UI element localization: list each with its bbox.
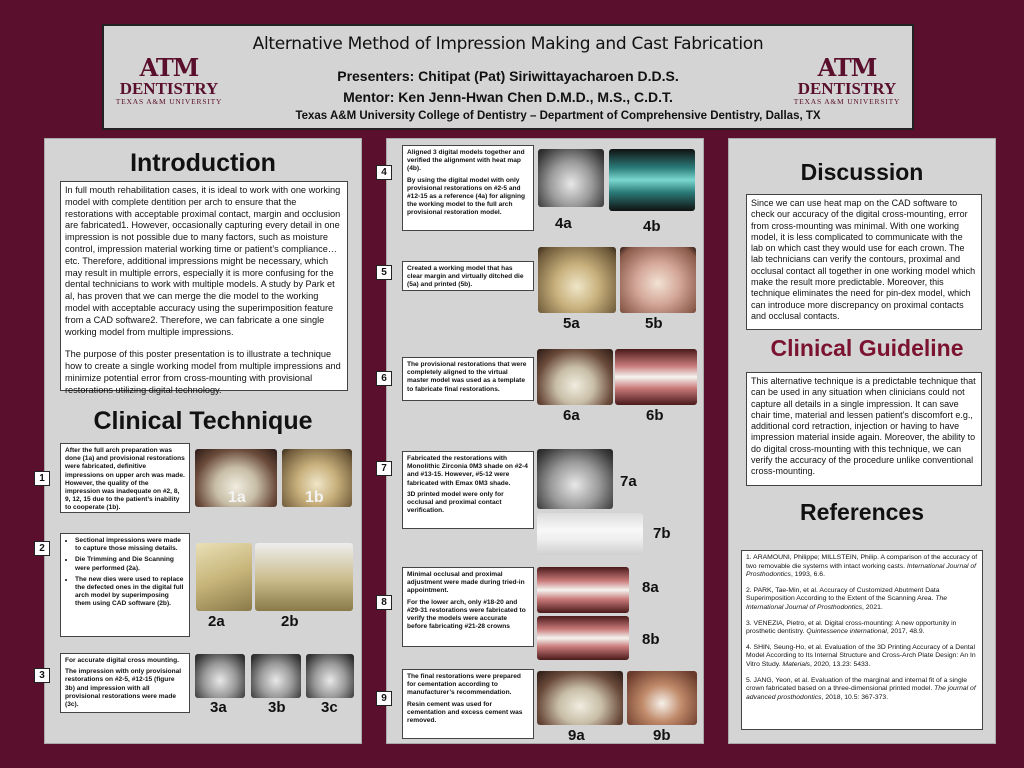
logo-university: TEXAS A&M UNIVERSITY <box>793 97 901 106</box>
left-panel <box>39 138 362 744</box>
logo-university: TEXAS A&M UNIVERSITY <box>115 97 223 106</box>
photo-label: 3c <box>321 699 338 716</box>
photo-8b <box>537 616 629 660</box>
clinical-guideline-heading: Clinical Guideline <box>770 335 964 361</box>
photo-label: 2a <box>208 613 225 630</box>
step-number: 1 <box>34 471 50 486</box>
introduction-paragraph-2: The purpose of this poster presentation is to illustrate a technique how to create a single working model from multiple impressions and minimize potential error from cross-mounting with provisional restorations utilizing digital technology. <box>65 349 341 395</box>
step-4-text-1: Aligned 3 digital models together and verified the alignment with heat map (4b). <box>407 149 525 173</box>
clinical-technique-heading: Clinical Technique <box>93 407 313 435</box>
step-3-text-1: For accurate digital cross mounting. <box>65 657 179 664</box>
photo-2a <box>196 543 252 611</box>
photo-3b <box>251 654 301 698</box>
photo-9b <box>627 671 697 725</box>
step-2-text <box>60 533 190 637</box>
photo-9a <box>537 671 623 725</box>
photo-7b <box>537 513 643 555</box>
photo-label: 6b <box>646 407 664 424</box>
step-7-text-2: 3D printed model were only for occlusal and proximal contact verification. <box>407 490 504 515</box>
photo-8a <box>537 567 629 613</box>
photo-label: 4b <box>643 218 661 235</box>
reference-item: 2. PARK, Tae-Min, et al. Accuracy of Customized Abutment Data Superimposition According to the Extent of the Scanning Area. The International Journal of Prosthodontics, 2021. <box>746 586 948 611</box>
right-panel <box>728 138 996 744</box>
reference-item: 5. JANG, Yeon, et al. Evaluation of the marginal and internal fit of a single crown fabricated based on a three-dimensional printed model. The journal of advanced prosthodontics, 2018, 10.5: 367-373. <box>746 676 976 701</box>
presenters: Presenters: Chitipat (Pat) Siriwittayacharoen D.D.S. <box>337 68 679 84</box>
step-4-text <box>402 145 534 231</box>
step-8-text <box>402 567 534 647</box>
logo-mark: ATM <box>817 53 877 82</box>
photo-label: 1a <box>228 489 246 506</box>
guideline-text: This alternative technique is a predictable technique that can be used in any situation when clinicians could not capture all details in a single impression. It can save chair time, material and lessen patient’s discomfort e.g., additional cord retraction, injection or having to have impression material inside again. Moreover, the ability to do digital cross-mounting with this technique, we can verify the accuracy of the procedure unlike conventional cross-mounting. <box>746 372 982 486</box>
step-4-text-2: By using the digital model with only provisional restorations on #2-5 and #12-15 as a reference (4a) for aligning the working model to the full arch provisional restoration model. <box>407 176 526 217</box>
photo-label: 5a <box>563 315 580 332</box>
tamu-dentistry-logo-left <box>110 53 228 116</box>
step-number: 2 <box>34 541 50 556</box>
step-5-text: Created a working model that has clear margin and virtually ditched die (5a) and printed (5b). <box>402 261 534 291</box>
photo-5b <box>620 247 696 313</box>
step-number: 6 <box>376 371 392 386</box>
step-9-text-2: Resin cement was used for cementation and excess cement was removed. <box>407 700 523 725</box>
logo-mark: ATM <box>139 53 199 82</box>
step-number: 4 <box>376 165 392 180</box>
photo-label: 2b <box>281 613 299 630</box>
step-8-text-1: Minimal occlusal and proximal adjustment were made during tried-in appointment. <box>407 571 525 595</box>
photo-4b <box>609 149 695 211</box>
step-2-bullet: • Sectional impressions were made to capture those missing details. <box>75 537 185 553</box>
logo-dentistry: DENTISTRY <box>119 79 219 98</box>
reference-item: 4. SHIN, Seung-Ho, et al. Evaluation of the 3D Printing Accuracy of a Dental Model According to Its Internal Structure and Cross-Arch Plate Design: An In Vitro Study. Materials, 2020, 13.23: 5433. <box>746 643 976 668</box>
step-7-text-1: Fabricated the restorations with Monolithic Zirconia 0M3 shade on #2-4 and #13-15. However, #5-12 were fabricated with Emax 0M3 shade. <box>407 455 528 487</box>
introduction-text <box>60 181 348 395</box>
step-1-text: After the full arch preparation was done (1a) and provisional restorations were fabricated, definitive impressions on upper arch was made. However, the quality of the impression was inadequate on #2, 8, 9, 12, 15 due to the patient’s inability to cooperate (1b). <box>60 443 190 513</box>
photo-6a <box>537 349 613 405</box>
step-2-bullet: • The new dies were used to replace the defected ones in the digital full arch model by superimposing them using CAD software (2b). <box>75 576 185 609</box>
step-9-text <box>402 669 534 739</box>
institution: Texas A&M University College of Dentistry – Department of Comprehensive Dentistry, Dallas, TX <box>295 110 821 122</box>
photo-label: 8a <box>642 579 659 596</box>
photo-label: 7a <box>620 473 637 490</box>
step-number: 3 <box>34 668 50 683</box>
reference-item: 3. VENEZIA, Pietro, et al. Digital cross-mounting: A new opportunity in prosthetic dentistry. Quintessence international, 2017, 48.9. <box>746 619 957 636</box>
photo-5a <box>538 247 616 313</box>
discussion-heading: Discussion <box>800 159 924 185</box>
tamu-dentistry-logo-right <box>788 53 906 116</box>
photo-label: 6a <box>563 407 580 424</box>
step-2-bullet: • Die Trimming and Die Scanning were performed (2a). <box>75 556 185 572</box>
step-6-text: The provisional restorations that were completely aligned to the virtual master model was used as a template to fabricate final restorations. <box>402 357 534 401</box>
reference-item: 1. ARAMOUNI, Philippe; MILLSTEIN, Philip. A comparison of the accuracy of two removable die systems with intact working casts. International Journal of Prosthodontics, 1993, 6.6. <box>746 554 978 579</box>
middle-panel <box>381 138 704 744</box>
photo-label: 4a <box>555 215 572 232</box>
mentor: Mentor: Ken Jenn-Hwan Chen D.M.D., M.S., C.D.T. <box>343 89 673 105</box>
introduction-heading: Introduction <box>130 149 276 177</box>
references-list <box>741 550 983 730</box>
photo-6b <box>615 349 697 405</box>
photo-3a <box>195 654 245 698</box>
step-7-text <box>402 451 534 529</box>
photo-label: 9b <box>653 727 671 744</box>
references-heading: References <box>799 499 925 525</box>
poster-title: Alternative Method of Impression Making and Cast Fabrication <box>252 34 764 54</box>
photo-label: 5b <box>645 315 663 332</box>
step-number: 7 <box>376 461 392 476</box>
photo-label: 3a <box>210 699 227 716</box>
photo-label: 9a <box>568 727 585 744</box>
introduction-paragraph-1: In full mouth rehabilitation cases, it is ideal to work with one working model with complete dentition per arch to ensure that the restorations with acceptable proximal contact, margin and occlusion are fabricated1. However, occasionally capturing every detail in one impression is not possible due to many factors, such as moisture control, impression material working time or patient’s compliance… etc. Therefore, additional impressions might be necessary, which may result in multiple errors, especially it is more confusing for the dental technicians to work with multiple models. A study by Park et al, has proven that we can merge the die model to the working model with acceptable accuracy using the superimposition feature from a CAD software2. Therefore, we can fabricate a one single working model from multiple impressions. <box>65 185 341 337</box>
photo-label: 7b <box>653 525 671 542</box>
photo-label: 8b <box>642 631 660 648</box>
logo-dentistry: DENTISTRY <box>797 79 897 98</box>
photo-7a <box>537 449 613 509</box>
step-3-text <box>60 653 190 713</box>
step-9-text-1: The final restorations were prepared for cementation according to manufacturer’s recommendation. <box>407 673 521 697</box>
photo-label: 1b <box>305 489 324 506</box>
photo-label: 3b <box>268 699 286 716</box>
step-3-text-2: The impression with only provisional restorations on #2-5, #12-15 (figure 3b) and impression with all provisional restorations were made (3c). <box>65 668 182 709</box>
step-number: 8 <box>376 595 392 610</box>
photo-3c <box>306 654 354 698</box>
step-8-text-2: For the lower arch, only #18-20 and #29-31 restorations were fabricated to verify the models were accurate before fabricating #21-28 crowns <box>407 598 526 631</box>
step-number: 5 <box>376 265 392 280</box>
step-number: 9 <box>376 691 392 706</box>
discussion-text: Since we can use heat map on the CAD software to check our accuracy of the digital cross-mounting, error from cross-mounting was minimal. With one working model, it is less complicated to communicate with the lab on which cast they would use for each crown. The lab technicians can verify the contours, proximal and occlusal contact all together in one working model which make the result more predictable. Moreover, this technique eliminates the need for pin-dex model, which can introduce more discrepancy on proximal contacts and occlusal contacts. <box>746 194 982 330</box>
photo-4a <box>538 149 604 207</box>
poster-header <box>102 24 914 130</box>
photo-2b <box>255 543 353 611</box>
